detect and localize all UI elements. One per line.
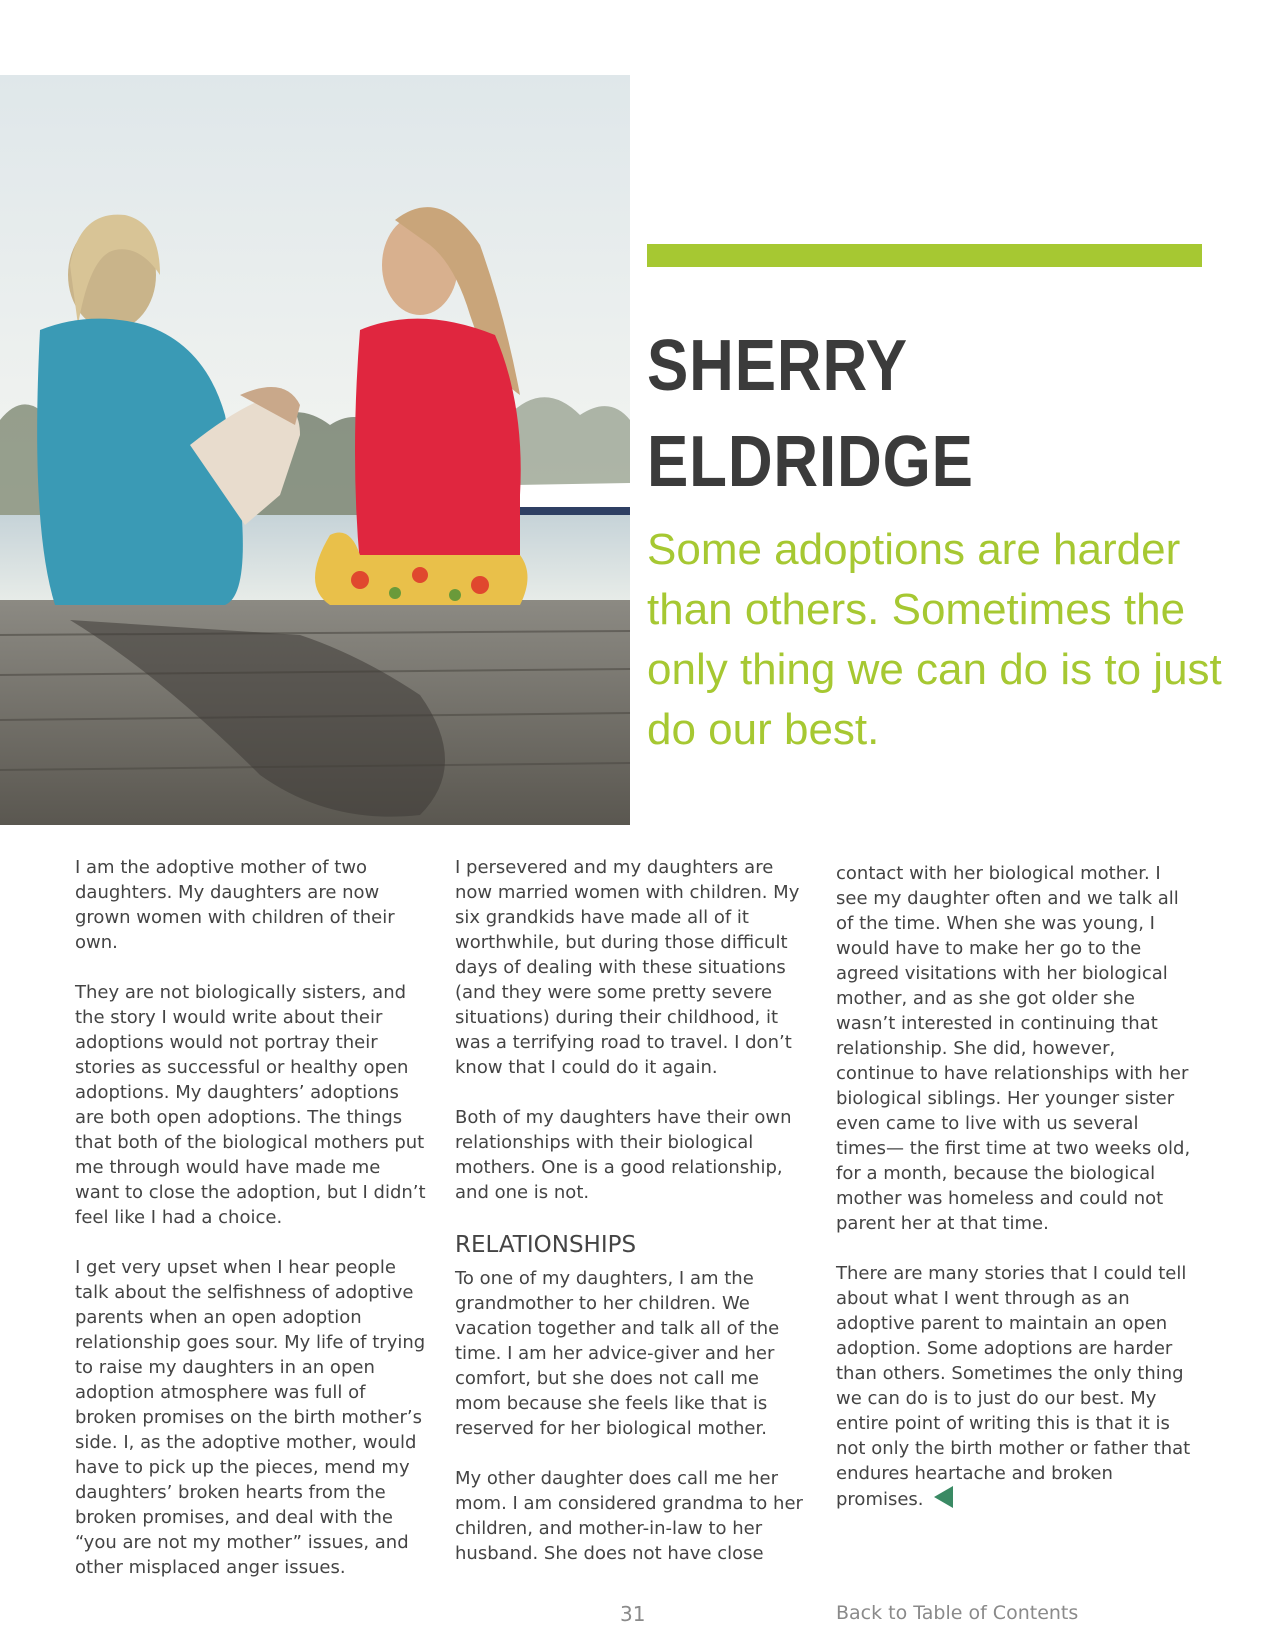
pull-quote: Some adoptions are harder than others. Sometimes the only thing we can do is to just do our best. [647, 525, 1222, 754]
paragraph: They are not biologically sisters, and the story I would write about their adoptions would not portray their stories as successful or healthy open adoptions. My daughters’ adoptions are both open adoptions. The things that both of the biological mothers put me through would have made me want to close the adoption, but I didn’t feel like I had a choice. [75, 982, 426, 1228]
paragraph: To one of my daughters, I am the grandmother to her children. We vacation together and talk all of the time. I am her advice-giver and her comfort, but she does not call me mom because she feels like that is reserved for her biological mother. [455, 1268, 780, 1439]
paragraph: I get very upset when I hear people talk about the selfishness of adoptive parents when an open adoption relationship goes sour. My life of trying to raise my daughters in an open adoption atmosphere was full of broken promises on the birth mother’s side. I, as the adoptive mother, would have to pick up the pieces, mend my daughters’ broken hearts from the broken promises, and deal with the “you are not my mother” issues, and other misplaced anger issues. [75, 1257, 426, 1578]
text-column-3 [836, 861, 1191, 1537]
text-column-1 [75, 855, 430, 1605]
author-first-name: SHERRY [647, 326, 908, 406]
author-last-name: ELDRIDGE [647, 422, 974, 502]
dock-photo [0, 75, 630, 825]
page-number: 31 [620, 1602, 646, 1626]
accent-rule [647, 244, 1202, 267]
paragraph: I am the adoptive mother of two daughters. My daughters are now grown women with children of their own. [75, 857, 395, 953]
paragraph: I persevered and my daughters are now married women with children. My six grandkids have made all of it worthwhile, but during those difficult days of dealing with these situations (and they were some pretty severe situations) during their childhood, it was a terrifying road to travel. I don’t know that I could do it again. [455, 857, 800, 1078]
section-heading: RELATIONSHIPS [455, 1232, 637, 1258]
back-to-toc-link[interactable]: Back to Table of Contents [836, 1602, 1079, 1624]
paragraph [836, 1261, 1191, 1512]
paragraph: My other daughter does call me her mom. I am considered grandma to her children, and mother-in-law to her husband. She does not have close [455, 1468, 803, 1564]
text-column-2 [455, 855, 810, 1591]
paragraph: contact with her biological mother. I see my daughter often and we talk all of the time. When she was young, I would have to make her go to the agreed visitations with her biological mother, and as she got older she wasn’t interested in continuing that relationship. She did, however, continue to have relationships with her biological siblings. Her younger sister even came to live with us several times— the first time at two weeks old, for a month, because the biological mother was homeless and could not parent her at that time. [836, 863, 1191, 1234]
paragraph: Both of my daughters have their own relationships with their biological mothers. One is a good relationship, and one is not. [455, 1107, 792, 1203]
triangle-left-icon [934, 1486, 953, 1508]
paragraph-text: There are many stories that I could tell about what I went through as an adoptive parent to maintain an open adoption. Some adoptions are harder than others. Sometimes the only thing we can do is to just do our best. My entire point of writing this is that it is not only the birth mother or father that endures heartache and broken promises. [836, 1263, 1191, 1510]
author-name [647, 318, 1129, 510]
